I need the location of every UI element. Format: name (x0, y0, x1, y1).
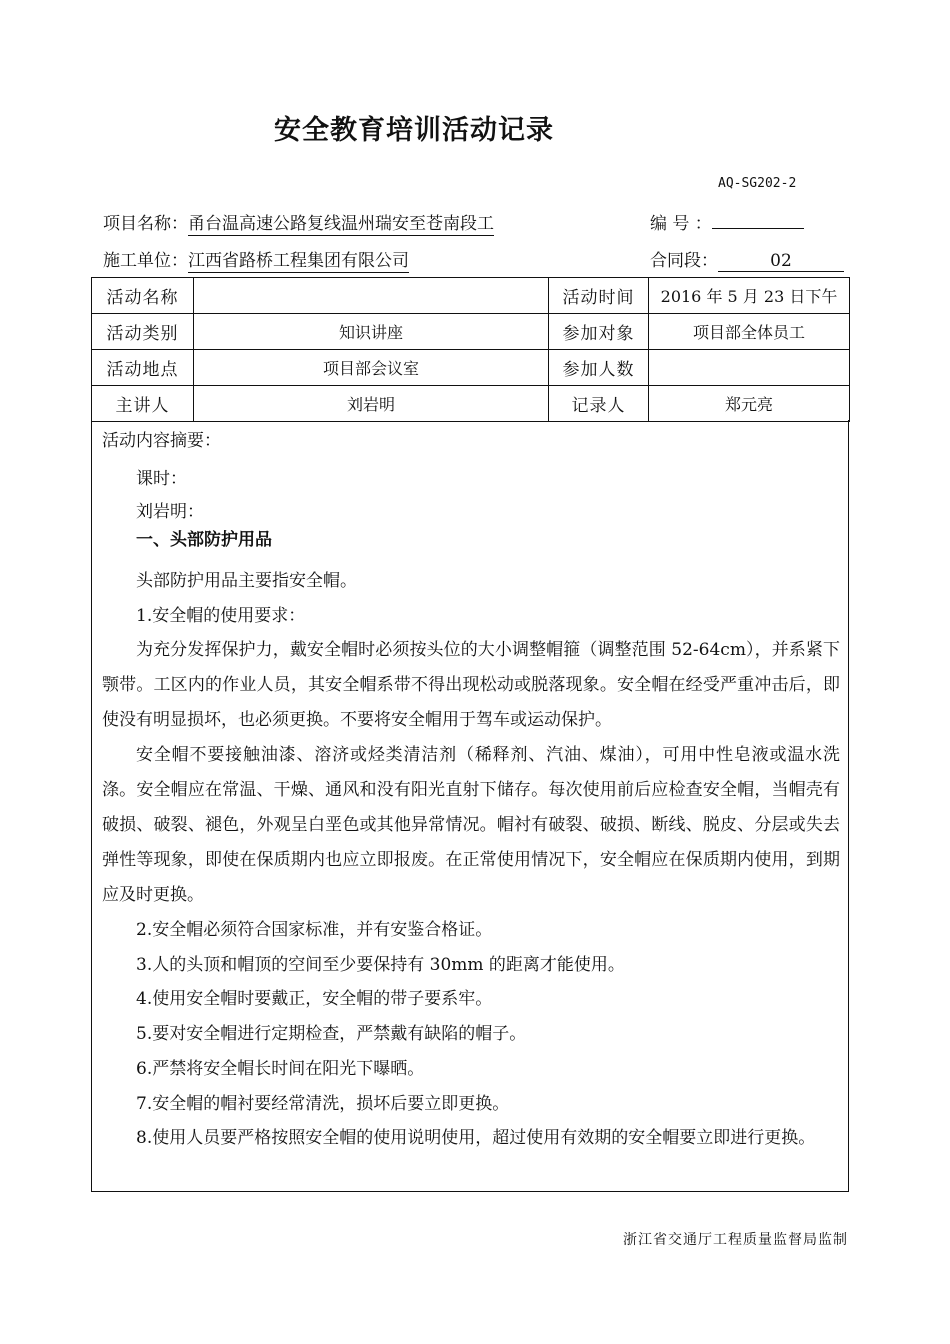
hours-label: 课时： (136, 469, 187, 489)
paragraph: 2.安全帽必须符合国家标准，并有安鉴合格证。 (136, 920, 493, 940)
paragraph: 3.人的头顶和帽顶的空间至少要保持有 30mm 的距离才能使用。 (136, 955, 625, 975)
paragraph: 8.使用人员要严格按照安全帽的使用说明使用，超过使用有效期的安全帽要立即进行更换。 (136, 1128, 816, 1148)
project-name: 甬台温高速公路复线温州瑞安至苍南段工 (188, 209, 494, 236)
unit-name: 江西省路桥工程集团有限公司 (188, 246, 409, 273)
unit-label: 施工单位： (103, 251, 188, 271)
activity-info-table (91, 277, 850, 422)
paragraph: 7.安全帽的帽衬要经常清洗，损坏后要立即更换。 (136, 1094, 510, 1114)
activity-name-value (194, 278, 549, 314)
project-row (103, 209, 494, 236)
paragraph: 6.严禁将安全帽长时间在阳光下曝晒。 (136, 1059, 425, 1079)
table-row (92, 314, 850, 350)
activity-type-label: 活动类别 (92, 314, 194, 350)
paragraph: 4.使用安全帽时要戴正，安全帽的带子要系牢。 (136, 989, 493, 1009)
speaker-label: 主讲人 (92, 386, 194, 422)
participants-value: 项目部全体员工 (649, 314, 850, 350)
participant-count-value (649, 350, 850, 386)
section-value: 02 (718, 251, 844, 272)
recorder-label: 记录人 (549, 386, 649, 422)
section-heading: 一、头部防护用品 (136, 530, 272, 550)
speaker-line: 刘岩明： (136, 502, 204, 522)
project-label: 项目名称： (103, 214, 188, 234)
activity-time-value: 2016 年 5 月 23 日下午 (649, 278, 850, 314)
table-row (92, 350, 850, 386)
number-row (650, 209, 804, 234)
participants-label: 参加对象 (549, 314, 649, 350)
activity-name-label: 活动名称 (92, 278, 194, 314)
activity-type-value: 知识讲座 (194, 314, 549, 350)
activity-summary-box (91, 420, 849, 1192)
section-row (650, 246, 844, 272)
activity-time-label: 活动时间 (549, 278, 649, 314)
table-row (92, 386, 850, 422)
recorder-value: 郑元亮 (649, 386, 850, 422)
paragraph: 头部防护用品主要指安全帽。 (136, 571, 357, 591)
number-value (712, 228, 804, 229)
form-code: AQ-SG202-2 (718, 176, 797, 191)
table-row (92, 278, 850, 314)
paragraph: 为充分发挥保护力，戴安全帽时必须按头位的大小调整帽箍（调整范围 52-64cm），并系紧下颚带。工区内的作业人员，其安全帽系带不得出现松动或脱落现象。安全帽在经受严重冲击后，即使没有明显损坏，也必须更换。不要将安全帽用于驾车或运动保护。 (102, 640, 840, 730)
issuer-footer: 浙江省交通厅工程质量监督局监制 (623, 1232, 848, 1248)
section-label: 合同段： (650, 251, 718, 271)
unit-row (103, 246, 409, 273)
participant-count-label: 参加人数 (549, 350, 649, 386)
location-label: 活动地点 (92, 350, 194, 386)
paragraph: 1.安全帽的使用要求： (136, 606, 306, 626)
document-title: 安全教育培训活动记录 (274, 115, 554, 146)
speaker-value: 刘岩明 (194, 386, 549, 422)
paragraph: 安全帽不要接触油漆、溶济或烃类清洁剂（稀释剂、汽油、煤油），可用中性皂液或温水洗涤。安全帽应在常温、干燥、通风和没有阳光直射下储存。每次使用前后应检查安全帽，当帽壳有破损、破裂、褪色，外观呈白垩色或其他异常情况。帽衬有破裂、破损、断线、脱皮、分层或失去弹性等现象，即使在保质期内也应立即报废。在正常使用情况下，安全帽应在保质期内使用，到期应及时更换。 (102, 745, 840, 905)
summary-label: 活动内容摘要： (102, 431, 221, 451)
location-value: 项目部会议室 (194, 350, 549, 386)
paragraph: 5.要对安全帽进行定期检查，严禁戴有缺陷的帽子。 (136, 1024, 527, 1044)
number-label: 编 号 ： (650, 214, 712, 234)
